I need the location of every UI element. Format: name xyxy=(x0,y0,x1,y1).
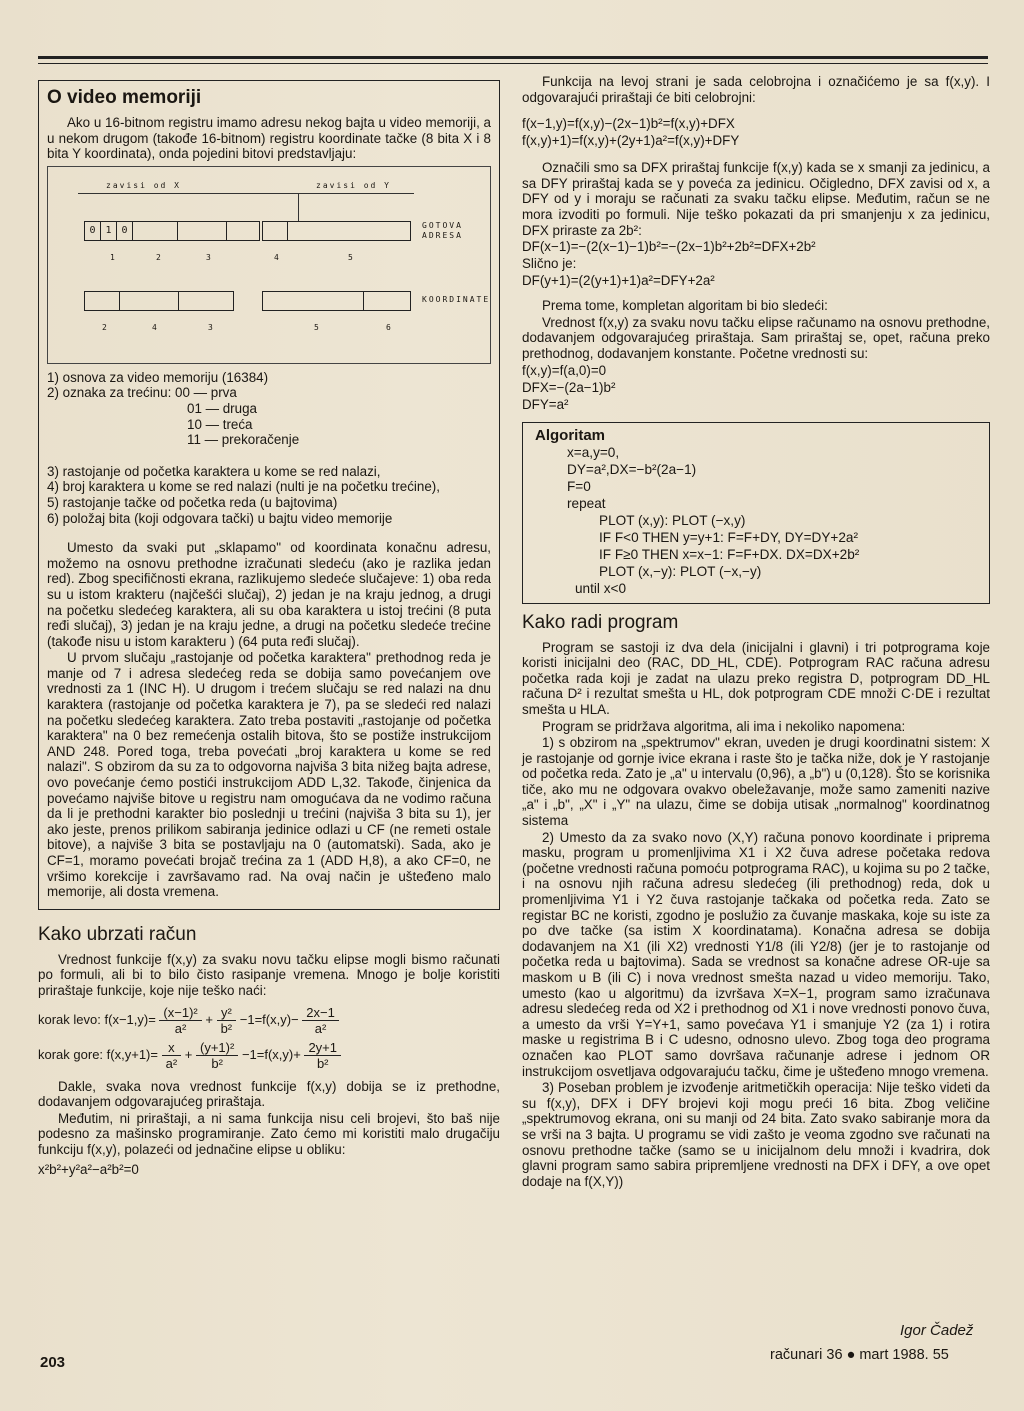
formula-line: DF(x−1)=−(2(x−1)−1)b²=−(2x−1)b²+2b²=DFX+2b² xyxy=(522,239,816,255)
initial-value: DFX=−(2a−1)b² xyxy=(522,379,616,395)
top-num: 4 xyxy=(274,252,279,262)
box-paragraph: U prvom slučaju „rastojanje od početka karaktera" prethodnog reda je manje od 7 i adresa sledećeg reda se dobija samo povećanjem ove vrednosti za 1 (INC H). U drugom i trećem slučaju se red nalazi na dnu karaktera (rastojanje od početka karaktera je 7), pa se sledeći red nalazi na početku sledećeg karaktera. Zato treba postaviti „rastojanje od početka karaktera" na 0 bez remećenja ostalih bitova, što se postiže instrukcijom AND 248. Pored toga, treba povećati „broj karaktera u kome se red nalazi". S obzirom da su za to odgovorna najviša 3 bita nižeg bajta adrese, ovo povećanje ćemo postići instrukcijom ADD L,32. Takođe, činjenica da povećamo najviše bitove u registru nam omogućava da ne vodimo računa da li je prethodni karakter bio poslednji u trećini (najviša 3 bita su 1), jer ako jeste, prenos prilikom sabiranja jedinice odlazi u CF (ne remeti ostale bitove), a najviše 3 bita se postavljaju na 0 (automatski). Sada, ako je CF=1, moramo povećati brojač trećina za 1 (ADD H,8), a ako CF=0, ne vršimo korekcije i završavamo rad. Na ovaj način je ušteđeno malo memorije, ali dosta vremena. xyxy=(47,650,491,900)
bit-legend-list-2 xyxy=(47,464,491,526)
paragraph: 3) Poseban problem je izvođenje aritmetičkih operacija: Nije teško videti da su f(x,y), DFX i DFY brojevi koji mogu preći 16 bita. Zbog veličine „spektrumovog ekrana, oni su manji od 24 bita. Zato svako sabiranje mora da se vrši na 3 bajta. U programu se vidi zašto je veoma zgodno sve računati na osnovu prethodne tačke (samo se u inicijalnom delu množi i kvadrira, dok glavni program samo sabira pripremljene vrednosti na DFX i DFY, a ove opet dodaje na f(X,Y)) xyxy=(522,1080,990,1189)
paragraph: Program se sastoji iz dva dela (inicijalni i glavni) i tri potprograma koje koristi inicijalni deo (RAC, DD_HL, CDE). Potprogram RAC računa adresu početka rada koji je zadat na ulazu preko registra D, potprogram DD_HL računa D² i rezultat smešta u HL, dok potprogram CDE množi C·DE i rezultat smešta u HLA. xyxy=(522,639,990,717)
formula-term: −1=f(x,y)+ xyxy=(241,1046,301,1062)
box-intro: Ako u 16-bitnom registru imamo adresu nekog bajta u video memoriji, a u nekom drugom (takođe 16-bitnom) registru koordinate tačke (8 bita X i 8 bita Y koordinata), onda pojedini bitovi predstavljaju: xyxy=(47,115,491,162)
formula-op: + xyxy=(184,1046,193,1062)
formula-up-step xyxy=(38,1040,500,1071)
initial-value: DFY=a² xyxy=(522,396,569,412)
top-num: 1 xyxy=(110,252,115,262)
section-title-ubrzati: Kako ubrzati račun xyxy=(38,923,197,945)
paragraph: Međutim, ni priraštaji, a ni sama funkcija nisu celi brojevi, što baš nije podesno za mašinsko programiranje. Zato ćemo mi koristiti malo drugačiju funkciju f(x,y), polazeći od jednačine elipse u obliku: xyxy=(38,1110,500,1157)
formula-label: korak gore: xyxy=(38,1046,104,1062)
algorithm-title: Algoritam xyxy=(535,426,606,444)
paragraph: Vrednost f(x,y) za svaku novu tačku elipse računamo na osnovu prethodne, dodavanjem odgovarajućeg priraštaja. Sam priraštaj se, opet, računa preko prethodnog, dodavanjem konstante. Početne vrednosti su: xyxy=(522,314,990,361)
address-register-low xyxy=(262,221,411,241)
top-rule xyxy=(38,56,988,59)
page-footer: računari 36 ● mart 1988. 55 xyxy=(770,1347,949,1363)
box-title: O video memoriji xyxy=(47,87,202,108)
list-item: 5) rastojanje tačke od početka reda (u bajtovima) xyxy=(47,494,338,510)
coordinate-register-x xyxy=(84,291,234,311)
bit-cell: 0 xyxy=(117,222,133,240)
paragraph: Dakle, svaka nova vrednost funkcije f(x,y) dobija se iz prethodne, dodavanjem odgovarajućeg priraštaja. xyxy=(38,1078,500,1110)
list-item: 3) rastojanje od početka karaktera u kome se red nalazi, xyxy=(47,463,381,479)
paragraph: 1) s obzirom na „spektrumov" ekran, uveden je drugi koordinatni sistem: X je rastojanje od gornje ivice ekrana i raste što je tačka niže, dok je Y rastojanje od početka reda. Zato je „a" u intervalu (0,96), a „b") u (0,128). Što se korisnika tiče, ako mu ne odgovara ovakvo obeležavanje, može samo zameniti nazive „a" i „b", „X" i „Y" na ulazu, čime se dobija utisak „normalnog" koordinatnog sistema xyxy=(522,735,990,829)
brace-line xyxy=(78,193,414,194)
bit-cell xyxy=(120,292,179,310)
bot-num: 6 xyxy=(386,322,391,332)
left-column xyxy=(38,80,500,1178)
algorithm-line: repeat xyxy=(567,495,606,511)
fraction: $\frac{\text{(x−1)²}}{\text{a²}}$ xyxy=(159,1005,201,1036)
paragraph: Vrednost funkcije f(x,y) za svaku novu tačku elipse mogli bismo računati po formuli, ali bi to bilo čisto rasipanje vremena. Mnogo je bolje koristiti priraštaje funkcije, koje nije teško naći: xyxy=(38,951,500,998)
bit-cell xyxy=(178,222,227,240)
right-column xyxy=(522,74,990,1190)
top-num: 2 xyxy=(156,252,161,262)
coordinate-register-y xyxy=(262,291,411,311)
fraction: $\frac{\text{y²}}{\text{b²}}$ xyxy=(217,1005,237,1036)
algorithm-line: DY=a²,DX=−b²(2a−1) xyxy=(567,461,697,477)
fraction: $\frac{x}{\text{a²}}$ xyxy=(162,1040,182,1071)
bit-cell xyxy=(288,222,410,240)
bit-cell: 0 xyxy=(85,222,101,240)
formula-term: f(x,y+1)= xyxy=(106,1046,158,1062)
formula-line: f(x−1,y)=f(x,y)−(2x−1)b²=f(x,y)+DFX xyxy=(522,116,735,132)
formula-line: f(x,y)+1)=f(x,y)+(2y+1)a²=f(x,y)+DFY xyxy=(522,133,740,149)
algorithm-box xyxy=(522,422,990,604)
formula-label: korak levo: xyxy=(38,1011,101,1027)
paragraph: 2) Umesto da za svako novo (X,Y) računa ponovo koordinate i pripremа masku, program u promenljivima X1 i X2 čuva adrese početaka redova (početne vrednosti računa pomoću potprograma RAC), u kojima su po 2 tačke, i na osnovu njih računa adresu sledećeg (ili prethodnog) reda, dok u promenljivima Y1 i Y2 čuva rastojanje tačkaka od početka reda. Zato se registar BC ne koristi, zgodno je poslužio za čuvanje maskaka, koje su iste za po dve tačke (sa istim X koordinatama). Konačna adresa se dobija dodavanjem na X1 (ili X2) vrednosti Y1/8 (ili Y2/8) (jer je to rastojanje od početka reda u bajtovima). Sada se vrednost sa konačne adrese OR-uje sa maskom u B (ili C) i nova vrednost smešta nazad u video memoriju. Tako, umesto (kao u algoritmu) da izvršava X=X−1, program samo izračunava adresu sledećeg reda od X2 i prethodnog od X1 i nove vrednosti ponovo čuva, a umesto da vrši Y=Y+1, samo povećava Y1 i smanjuje Y2 (za 1) i rotira maske u registrima B i C udesno, odnosno ulevo. Zbog toga deo programa označen kao PLOT samo dovršava računanje adrese i jednom OR instrukcijom osvetljava odgovarajuću tačku, čime je ušteđeno mnogo vremena. xyxy=(522,829,990,1079)
section-title-kako-radi: Kako radi program xyxy=(522,611,679,633)
paragraph: Program se pridržava algoritma, ali ima i nekoliko napomena: xyxy=(542,718,906,734)
label-koordinate: KOORDINATE xyxy=(422,294,491,304)
algorithm-line: PLOT (x,−y): PLOT (−x,−y) xyxy=(599,563,762,579)
bit-cell xyxy=(263,222,288,240)
bit-cell xyxy=(263,292,364,310)
address-register xyxy=(84,221,260,241)
top-num: 5 xyxy=(348,252,353,262)
author-signature: Igor Čadež xyxy=(900,1322,974,1339)
algorithm-line: F=0 xyxy=(567,478,591,494)
list-item: 2) oznaka za trećinu: 00 — prva xyxy=(47,385,237,401)
bot-num: 5 xyxy=(314,322,319,332)
ellipse-equation: x²b²+y²a²−a²b²=0 xyxy=(38,1161,139,1177)
arrow-line xyxy=(298,193,299,221)
bit-cell xyxy=(227,222,259,240)
paragraph: Funkcija na levoj strani je sada celobrojna i označićemo je sa f(x,y). I odgovarajući priraštaji će biti celobrojni: xyxy=(522,74,990,105)
bit-cell xyxy=(364,292,410,310)
label-gotova: GOTOVA xyxy=(422,220,463,230)
bot-num: 4 xyxy=(152,322,157,332)
paragraph: Označili smo sa DFX priraštaj funkcije f(x,y) kada se x smanji za jedinicu, a sa DFY priraštaj kada se y poveća za jedinicu. Očigledno, DFX zavisi od x, a DFY od y i moraju se računati za svaku tačku elipse. Međutim, račun se ne mora izvoditi po formuli. Nije teško pokazati da pri smanjenju x za jedinicu, DFX priraste za 2b²: xyxy=(522,160,990,238)
paragraph: Prema tome, kompletan algoritam bi bio sledeći: xyxy=(542,298,828,314)
bit-cell xyxy=(85,292,120,310)
formula-term: f(x−1,y)= xyxy=(104,1011,156,1027)
fraction: $\frac{\text{(y+1)²}}{\text{b²}}$ xyxy=(196,1040,238,1071)
label-adresa: ADRESA xyxy=(422,230,463,240)
formula-line: Slično je: xyxy=(522,256,577,272)
bit-cell: 1 xyxy=(101,222,117,240)
algorithm-line: x=a,y=0, xyxy=(567,444,620,460)
algorithm-line: until x<0 xyxy=(575,580,627,596)
formula-term: −1=f(x,y)− xyxy=(239,1011,299,1027)
video-memory-box xyxy=(38,80,500,910)
bot-num: 2 xyxy=(102,322,107,332)
list-item: 6) položaj bita (koji odgovara tački) u bajtu video memorije xyxy=(47,510,393,526)
bot-num: 3 xyxy=(208,322,213,332)
top-rule-2 xyxy=(38,63,988,64)
bit-legend-list xyxy=(47,370,491,448)
list-item: 1) osnova za video memoriju (16384) xyxy=(47,369,269,385)
label-x: zavisi od X xyxy=(106,180,181,190)
page-number: 203 xyxy=(40,1354,66,1371)
bit-cell xyxy=(179,292,233,310)
formula-line: DF(y+1)=(2(y+1)+1)a²=DFY+2a² xyxy=(522,273,715,289)
formula-op: + xyxy=(205,1011,213,1027)
box-paragraph: Umesto da svaki put „sklapamo" od koordinata konačnu adresu, možemo na osnovu prethodne izračunati sledeću (ako je razlika jedan red). Zbog specifičnosti ekrana, razlikujemo sledeće slučajeve: 1) oba reda su u istom krakteru (najčešći slučaj), 2) jedan je na kraju jednog, a drugi na početku sledećeg karaktera, ali su oba karaktera u istoj trećini (8 puta ređi slučaj), 3) jedan je na kraju jedne, a drugi na početku sledeće trećine (takođe nisu u istom karakteru ) (64 puta ređi slučaj). xyxy=(47,540,491,649)
algorithm-line: PLOT (x,y): PLOT (−x,y) xyxy=(599,512,746,528)
list-item: 11 — prekoračenje xyxy=(187,432,300,448)
bit-cell xyxy=(133,222,178,240)
initial-value: f(x,y)=f(a,0)=0 xyxy=(522,362,607,378)
algorithm-line: IF F<0 THEN y=y+1: F=F+DY, DY=DY+2a² xyxy=(599,529,859,545)
list-item: 01 — druga xyxy=(187,400,257,416)
algorithm-line: IF F≥0 THEN x=x−1: F=F+DX. DX=DX+2b² xyxy=(599,546,860,562)
top-num: 3 xyxy=(206,252,211,262)
bit-diagram xyxy=(47,166,491,364)
fraction: $\frac{2x-1}{\text{a²}}$ xyxy=(302,1005,339,1036)
formula-left-step xyxy=(38,1005,500,1036)
label-y: zavisi od Y xyxy=(316,180,391,190)
list-item: 10 — treća xyxy=(187,416,253,432)
fraction: $\frac{2y+1}{\text{b²}}$ xyxy=(304,1040,341,1071)
list-item: 4) broj karaktera u kome se red nalazi (nulti je na početku trećine), xyxy=(47,479,440,495)
